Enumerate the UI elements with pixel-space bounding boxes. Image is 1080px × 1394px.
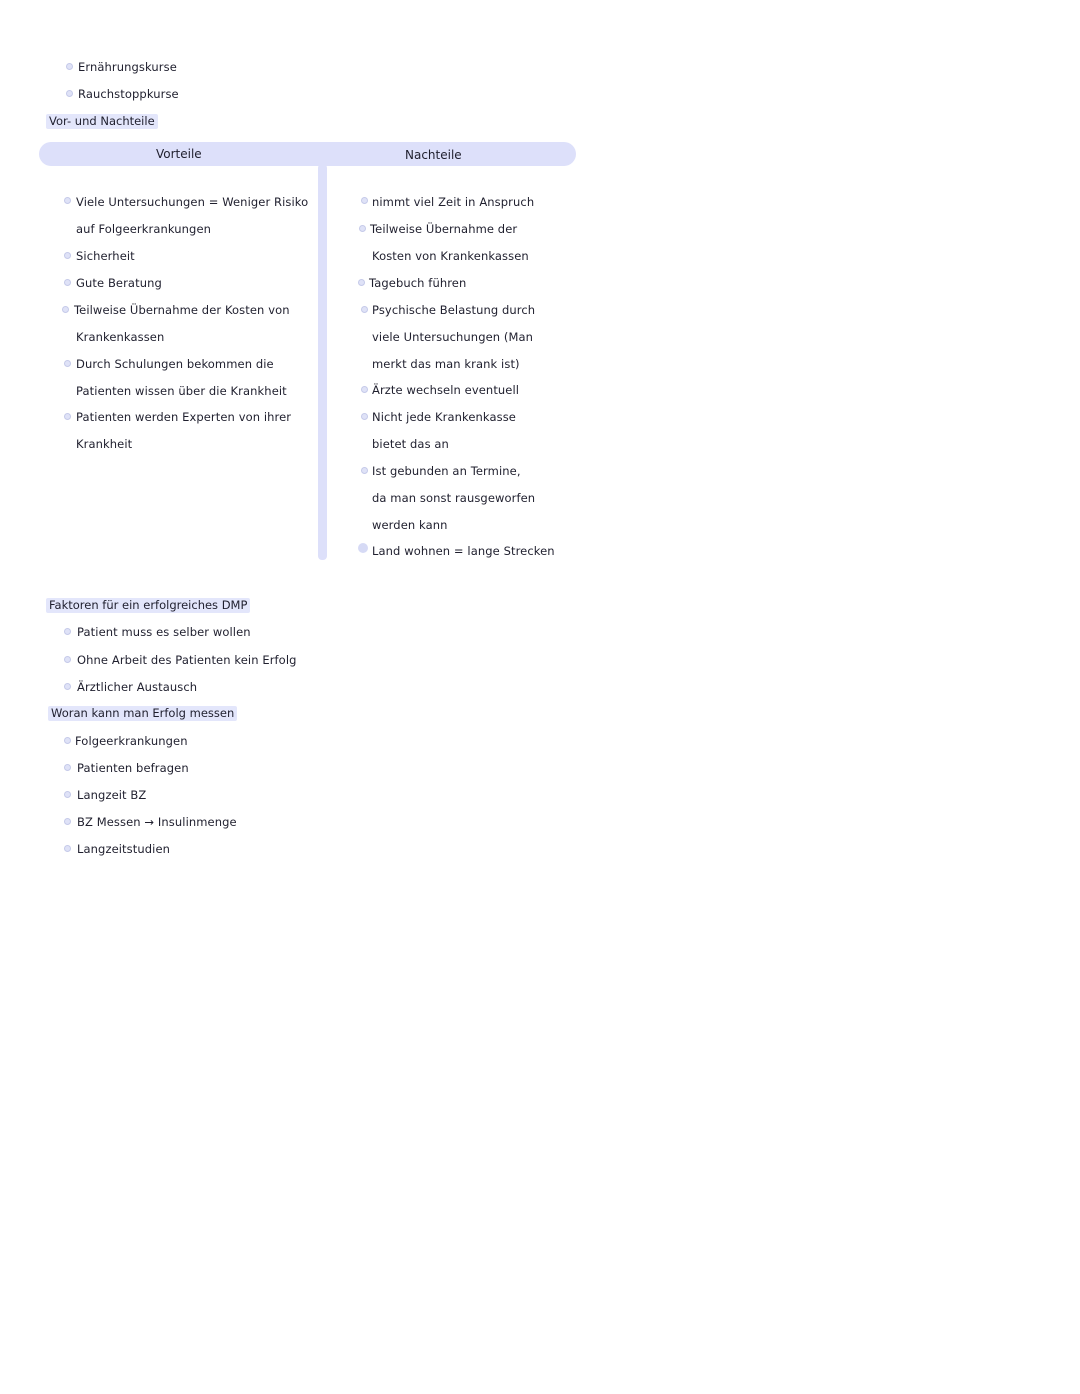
factors-title: Faktoren für ein erfolgreiches DMP	[46, 598, 250, 613]
intro-item: Rauchstoppkurse	[78, 87, 179, 101]
pros-line: Patienten wissen über die Krankheit	[76, 384, 287, 398]
cons-line: viele Untersuchungen (Man	[372, 330, 534, 344]
measure-title: Woran kann man Erfolg messen	[48, 706, 237, 721]
bullet-icon	[66, 63, 73, 70]
pros-line: Patienten werden Experten von ihrer	[76, 410, 292, 424]
cons-line: Psychische Belastung durch	[372, 303, 536, 317]
cons-line: Nicht jede Krankenkasse	[372, 410, 516, 424]
factors-item: Ohne Arbeit des Patienten kein Erfolg	[77, 653, 297, 667]
bullet-icon	[64, 656, 71, 663]
bullet-icon	[64, 791, 71, 798]
bullet-icon	[64, 818, 71, 825]
cons-header: Nachteile	[405, 148, 462, 162]
cons-line: Teilweise Übernahme der	[370, 222, 518, 236]
bullet-icon	[64, 764, 71, 771]
section-title: Vor- und Nachteile	[46, 114, 158, 129]
factors-item: Patient muss es selber wollen	[77, 625, 251, 639]
bullet-icon	[64, 737, 71, 744]
bullet-icon	[361, 306, 368, 313]
pros-line: Krankheit	[76, 437, 133, 451]
pros-line: Teilweise Übernahme der Kosten von	[74, 303, 290, 317]
pros-line: Gute Beratung	[76, 276, 162, 290]
bullet-icon	[64, 279, 71, 286]
pros-line: Viele Untersuchungen = Weniger Risiko	[76, 195, 309, 209]
bullet-icon	[64, 360, 71, 367]
bullet-icon	[62, 306, 69, 313]
bullet-icon	[64, 413, 71, 420]
pros-line: Krankenkassen	[76, 330, 165, 344]
cons-line: da man sonst rausgeworfen	[372, 491, 536, 505]
factors-item: Ärztlicher Austausch	[77, 680, 198, 694]
cons-line: Ist gebunden an Termine,	[372, 464, 521, 478]
cons-line: Land wohnen = lange Strecken	[372, 544, 555, 558]
bullet-icon	[64, 845, 71, 852]
intro-item: Ernährungskurse	[78, 60, 177, 74]
cons-line: Tagebuch führen	[369, 276, 467, 290]
measure-item: Langzeitstudien	[77, 842, 171, 856]
bullet-icon	[358, 279, 365, 286]
bullet-icon	[361, 467, 368, 474]
cons-line: Ärzte wechseln eventuell	[372, 383, 520, 397]
bullet-icon	[64, 683, 71, 690]
measure-item: Langzeit BZ	[77, 788, 147, 802]
bullet-icon	[359, 225, 366, 232]
measure-item: Folgeerkrankungen	[75, 734, 188, 748]
bullet-icon	[64, 197, 71, 204]
column-divider	[318, 164, 327, 560]
measure-item: BZ Messen → Insulinmenge	[77, 815, 237, 829]
pros-line: Durch Schulungen bekommen die	[76, 357, 274, 371]
pros-header: Vorteile	[156, 147, 202, 161]
bullet-icon	[64, 252, 71, 259]
cons-line: bietet das an	[372, 437, 449, 451]
pros-line: Sicherheit	[76, 249, 135, 263]
cons-line: werden kann	[372, 518, 448, 532]
bullet-icon	[66, 90, 73, 97]
bullet-icon	[361, 386, 368, 393]
cons-line: Kosten von Krankenkassen	[372, 249, 529, 263]
cons-line: merkt das man krank ist)	[372, 357, 520, 371]
bullet-icon	[361, 413, 368, 420]
cons-line: nimmt viel Zeit in Anspruch	[372, 195, 535, 209]
pros-line: auf Folgeerkrankungen	[76, 222, 212, 236]
bullet-icon	[358, 543, 368, 553]
table-header-bar	[39, 142, 576, 166]
bullet-icon	[361, 197, 368, 204]
bullet-icon	[64, 628, 71, 635]
measure-item: Patienten befragen	[77, 761, 189, 775]
